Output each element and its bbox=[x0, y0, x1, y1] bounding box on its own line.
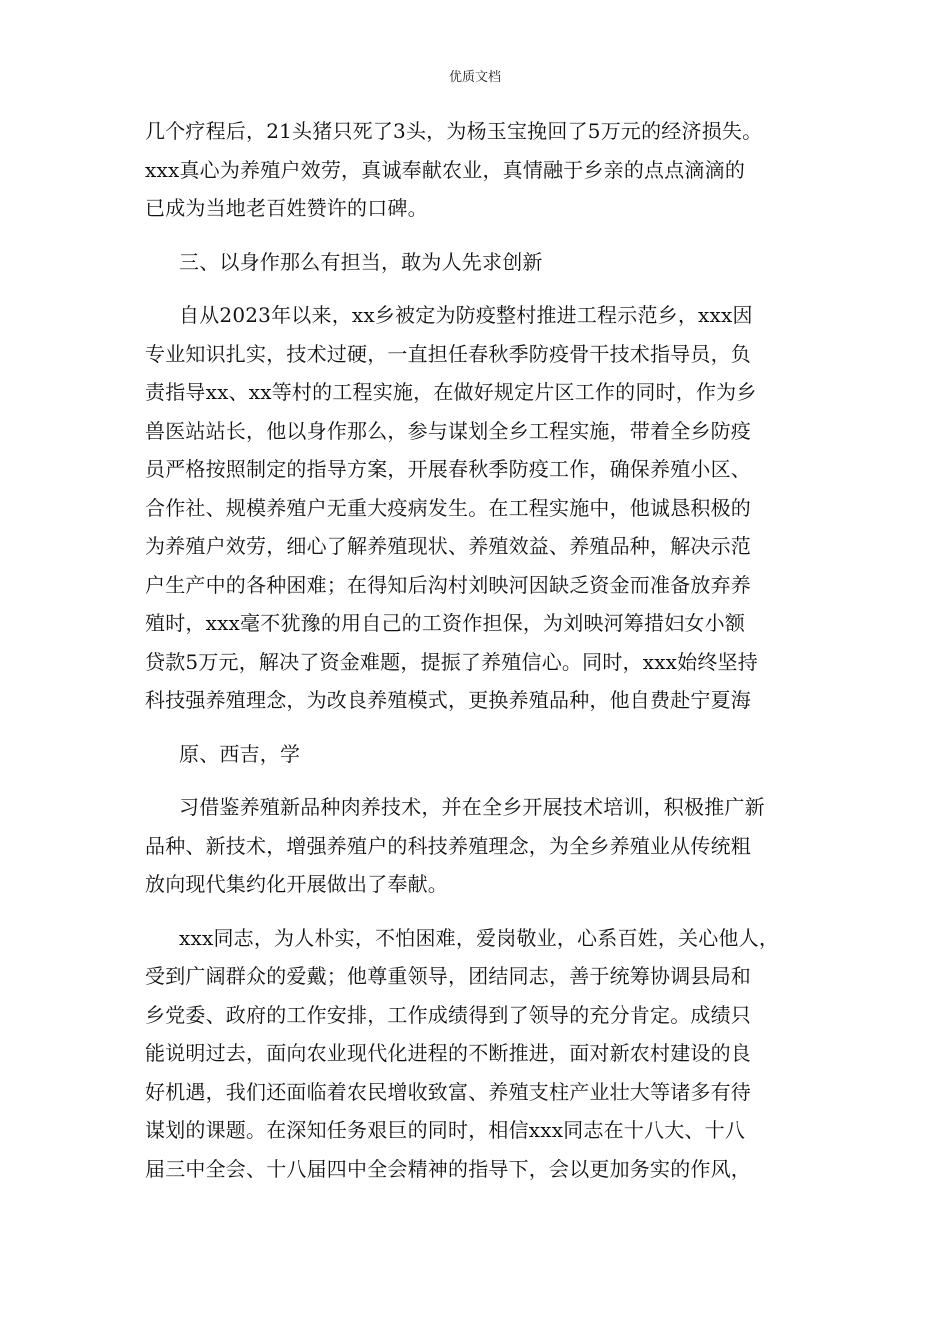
text-line: 能说明过去，面向农业现代化进程的不断推进，面对新农村建设的良 bbox=[145, 1041, 751, 1065]
text-line: xxx真心为养殖户效劳，真诚奉献农业，真情融于乡亲的点点滴滴的 bbox=[145, 157, 746, 182]
text-line: 习借鉴养殖新品种肉养技术，并在全乡开展技术培训，积极推广新 bbox=[179, 795, 765, 819]
text-line: 为养殖户效劳，细心了解养殖现状、养殖效益、养殖品种，解决示范 bbox=[145, 534, 751, 558]
text-line: 乡党委、政府的工作安排，工作成绩得到了领导的充分肯定。成绩只 bbox=[145, 1002, 751, 1027]
paragraph bbox=[145, 919, 825, 1189]
text-line: 户生产中的各种困难；在得知后沟村刘映河因缺乏资金而准备放弃养 bbox=[145, 572, 751, 597]
text-line: 合作社、规模养殖户无重大疫病发生。在工程实施中，他诚恳积极的 bbox=[145, 495, 751, 520]
paragraph-gap bbox=[145, 773, 825, 788]
text-line: 科技强养殖理念，为改良养殖模式，更换养殖品种，他自费赴宁夏海 bbox=[145, 688, 751, 712]
text-line: 受到广阔群众的爱戴；他尊重领导，团结同志，善于统筹协调县局和 bbox=[145, 964, 751, 988]
text-line: 品种、新技术，增强养殖户的科技养殖理念，为全乡养殖业从传统粗 bbox=[145, 833, 751, 858]
text-line: 好机遇，我们还面临着农民增收致富、养殖支柱产业壮大等诸多有待 bbox=[145, 1079, 751, 1104]
paragraph bbox=[145, 788, 825, 904]
document-body bbox=[145, 112, 825, 1188]
text-line: 兽医站站长，他以身作那么，参与谋划全乡工程实施，带着全乡防疫 bbox=[145, 418, 751, 443]
paragraph-gap bbox=[145, 281, 825, 296]
text-line: 责指导xx、xx等村的工程实施，在做好规定片区工作的同时，作为乡 bbox=[145, 380, 757, 404]
paragraph bbox=[145, 112, 825, 228]
text-line: 放向现代集约化开展做出了奉献。 bbox=[145, 872, 448, 896]
text-line: 谋划的课题。在深知任务艰巨的同时，相信xxx同志在十八大、十八 bbox=[145, 1118, 746, 1142]
text-line: 几个疗程后，21头猪只死了3头，为杨玉宝挽回了5万元的经济损失。 bbox=[145, 119, 763, 143]
paragraph-gap bbox=[145, 720, 825, 735]
paragraph bbox=[145, 243, 825, 282]
paragraph bbox=[145, 296, 825, 720]
text-line: 贷款5万元，解决了资金难题，提振了养殖信心。同时，xxx始终坚持 bbox=[145, 649, 758, 674]
text-line: xxx同志，为人朴实，不怕困难，爱岗敬业，心系百姓，关心他人， bbox=[179, 925, 780, 950]
paragraph-gap bbox=[145, 228, 825, 243]
text-line: 专业知识扎实，技术过硬，一直担任春秋季防疫骨干技术指导员，负 bbox=[145, 341, 751, 366]
text-line: 已成为当地老百姓赞许的口碑。 bbox=[145, 196, 428, 220]
paragraph bbox=[145, 735, 825, 774]
paragraph-gap bbox=[145, 904, 825, 919]
text-line: 自从2023年以来，xx乡被定为防疫整村推进工程示范乡，xxx因 bbox=[179, 303, 753, 327]
text-line: 三、以身作那么有担当，敢为人先求创新 bbox=[179, 249, 543, 274]
text-line: 届三中全会、十八届四中全会精神的指导下，会以更加务实的作风， bbox=[145, 1156, 751, 1181]
page-header: 优质文档 bbox=[448, 70, 501, 85]
text-line: 殖时，xxx毫不犹豫的用自己的工资作担保，为刘映河筹措妇女小额 bbox=[145, 611, 746, 635]
text-line: 员严格按照制定的指导方案，开展春秋季防疫工作，确保养殖小区、 bbox=[145, 457, 751, 481]
text-line: 原、西吉，学 bbox=[179, 741, 301, 766]
